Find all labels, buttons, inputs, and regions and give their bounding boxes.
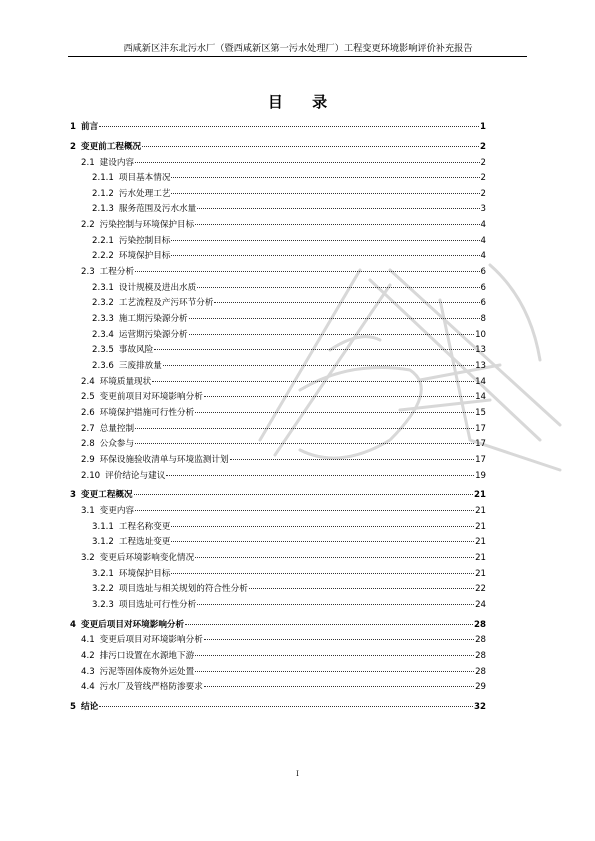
toc-entry-number: 5 bbox=[70, 702, 76, 713]
toc-entry[interactable] bbox=[92, 582, 486, 594]
toc-dot-leader bbox=[204, 396, 474, 397]
toc-dot-leader bbox=[154, 349, 474, 350]
toc-entry[interactable] bbox=[81, 633, 486, 645]
toc-entry-page: 28 bbox=[474, 619, 486, 630]
toc-dot-leader bbox=[171, 526, 474, 527]
toc-entry-page: 29 bbox=[475, 682, 486, 693]
toc-entry-label: 工程名称变更 bbox=[118, 521, 171, 532]
toc-dot-leader bbox=[195, 224, 479, 225]
toc-entry-label: 前言 bbox=[80, 122, 99, 132]
page-number: I bbox=[296, 770, 299, 778]
toc-entry-label: 环境保护目标 bbox=[118, 251, 171, 262]
toc-entry-page: 21 bbox=[475, 552, 486, 563]
toc-entry[interactable] bbox=[92, 520, 486, 532]
toc-entry-label: 变更工程概况 bbox=[80, 490, 133, 501]
toc-entry-label: 设计规模及进出水质 bbox=[118, 282, 197, 293]
toc-entry-label: 污泥等固体废物外运处置 bbox=[99, 666, 195, 677]
toc-entry[interactable] bbox=[81, 437, 486, 449]
toc-entry-label: 总量控制 bbox=[99, 423, 135, 434]
toc-entry[interactable] bbox=[92, 249, 486, 261]
toc-entry-label: 项目选址与相关规划的符合性分析 bbox=[118, 584, 248, 595]
toc-entry-number: 4.3 bbox=[81, 666, 95, 677]
toc-entry[interactable] bbox=[92, 343, 486, 355]
toc-entry-label: 变更前项目对环境影响分析 bbox=[99, 392, 203, 403]
toc-entry[interactable] bbox=[70, 140, 486, 152]
toc-entry[interactable] bbox=[92, 202, 486, 214]
toc-dot-leader bbox=[152, 381, 474, 382]
toc-entry-page: 2 bbox=[480, 173, 486, 184]
toc-entry[interactable] bbox=[92, 281, 486, 293]
toc-entry[interactable] bbox=[81, 390, 486, 402]
toc-entry-page: 21 bbox=[474, 490, 486, 501]
toc-entry-number: 3.1 bbox=[81, 506, 95, 516]
toc-entry-page: 2 bbox=[480, 157, 486, 168]
toc-entry-label: 变更后项目对环境影响分析 bbox=[80, 619, 185, 630]
toc-entry-number: 4.4 bbox=[81, 682, 95, 693]
toc-entry[interactable] bbox=[92, 535, 486, 547]
toc-entry-label: 结论 bbox=[80, 702, 99, 713]
toc-entry-label: 项目基本情况 bbox=[118, 173, 171, 184]
toc-entry-page: 4 bbox=[480, 251, 486, 262]
toc-entry-label: 工艺流程及产污环节分析 bbox=[118, 298, 214, 309]
toc-entry-number: 2.6 bbox=[81, 407, 95, 418]
toc-entry-page: 1 bbox=[480, 122, 486, 132]
toc-entry[interactable] bbox=[92, 598, 486, 610]
toc-entry-page: 17 bbox=[475, 454, 486, 465]
toc-entry-page: 13 bbox=[475, 360, 486, 371]
toc-dot-leader bbox=[197, 208, 479, 209]
toc-entry[interactable] bbox=[81, 469, 486, 481]
toc-dot-leader bbox=[214, 302, 479, 303]
toc-entry-page: 8 bbox=[480, 314, 486, 324]
toc-entry-number: 2.1.3 bbox=[92, 204, 114, 215]
toc-entry[interactable] bbox=[92, 296, 486, 308]
toc-entry-number: 3 bbox=[70, 490, 76, 501]
toc-entry-page: 21 bbox=[475, 537, 486, 548]
toc-entry-number: 2.5 bbox=[81, 392, 95, 403]
toc-entry-number: 4.2 bbox=[81, 651, 95, 662]
toc-entry[interactable] bbox=[81, 218, 486, 230]
toc-entry-label: 三废排放量 bbox=[118, 360, 162, 371]
toc-entry-label: 变更前工程概况 bbox=[80, 141, 142, 152]
toc-entry-page: 21 bbox=[475, 506, 486, 516]
toc-entry[interactable] bbox=[81, 265, 486, 277]
toc-dot-leader bbox=[204, 639, 474, 640]
toc-entry-page: 19 bbox=[475, 470, 486, 481]
toc-entry-label: 运营期污染源分析 bbox=[118, 329, 188, 340]
toc-entry-number: 2.3 bbox=[81, 267, 95, 278]
toc-dot-leader bbox=[195, 557, 474, 558]
toc-dot-leader bbox=[171, 541, 474, 542]
toc-entry-label: 变更后项目对环境影响分析 bbox=[99, 635, 203, 646]
toc-entry-number: 2.7 bbox=[81, 423, 95, 434]
toc-dot-leader bbox=[135, 271, 479, 272]
toc-entry-number: 3.2 bbox=[81, 552, 95, 563]
toc-entry-number: 2.9 bbox=[81, 454, 95, 465]
toc-entry[interactable] bbox=[81, 504, 486, 516]
toc-dot-leader bbox=[171, 240, 479, 241]
toc-dot-leader bbox=[197, 287, 479, 288]
toc-entry-number: 2.3.6 bbox=[92, 360, 114, 371]
toc-entry-number: 4 bbox=[70, 619, 76, 630]
toc-entry-page: 32 bbox=[474, 702, 486, 713]
toc-entry[interactable] bbox=[70, 488, 486, 500]
toc-entry-label: 公众参与 bbox=[99, 439, 135, 450]
toc-dot-leader bbox=[171, 177, 479, 178]
toc-entry-label: 工程分析 bbox=[99, 267, 135, 278]
toc-entry-page: 28 bbox=[475, 666, 486, 677]
toc-entry-number: 3.1.1 bbox=[92, 521, 114, 532]
toc-entry-page: 2 bbox=[480, 188, 486, 199]
toc-dot-leader bbox=[171, 255, 479, 256]
toc-entry[interactable] bbox=[81, 406, 486, 418]
toc-entry[interactable] bbox=[81, 375, 486, 387]
toc-dot-leader bbox=[166, 475, 474, 476]
toc-dot-leader bbox=[195, 412, 474, 413]
toc-entry-page: 24 bbox=[475, 599, 486, 610]
page-title: 目 录 bbox=[267, 93, 340, 111]
toc-entry-page: 28 bbox=[475, 635, 486, 646]
toc-entry-page: 15 bbox=[475, 407, 486, 418]
toc-entry-label: 建设内容 bbox=[99, 157, 135, 168]
toc-entry-label: 变更内容 bbox=[99, 506, 135, 516]
toc-entry-page: 2 bbox=[480, 141, 486, 152]
toc-entry[interactable] bbox=[81, 551, 486, 563]
toc-dot-leader bbox=[189, 334, 474, 335]
toc-entry-number: 4.1 bbox=[81, 635, 95, 646]
toc-entry-page: 21 bbox=[475, 521, 486, 532]
toc-entry-page: 21 bbox=[475, 568, 486, 579]
running-header: 西咸新区沣东北污水厂（暨西咸新区第一污水处理厂）工程变更环境影响评价补充报告 bbox=[123, 43, 473, 54]
toc-dot-leader bbox=[230, 459, 474, 460]
toc-dot-leader bbox=[134, 494, 473, 495]
toc-dot-leader bbox=[135, 443, 474, 444]
toc-entry-page: 13 bbox=[475, 345, 486, 356]
toc-entry-page: 4 bbox=[480, 220, 486, 231]
toc-entry-number: 1 bbox=[70, 122, 76, 132]
toc-entry-label: 服务范围及污水水量 bbox=[118, 204, 197, 215]
toc-dot-leader bbox=[171, 193, 479, 194]
toc-entry[interactable] bbox=[81, 680, 486, 692]
toc-entry-page: 4 bbox=[480, 235, 486, 246]
toc-entry-label: 污染控制目标 bbox=[118, 235, 171, 246]
toc-entry-label: 环境保护措施可行性分析 bbox=[99, 407, 195, 418]
toc-entry[interactable] bbox=[92, 328, 486, 340]
toc-entry[interactable] bbox=[81, 156, 486, 168]
toc-entry[interactable] bbox=[70, 120, 486, 132]
toc-entry[interactable] bbox=[81, 453, 486, 465]
toc-entry-page: 28 bbox=[475, 651, 486, 662]
toc-entry-number: 3.1.2 bbox=[92, 537, 114, 548]
toc-entry-page: 6 bbox=[480, 298, 486, 309]
toc-entry-number: 2.1.2 bbox=[92, 188, 114, 199]
toc-entry-number: 2.1 bbox=[81, 157, 95, 168]
toc-entry-page: 14 bbox=[475, 392, 486, 403]
toc-dot-leader bbox=[135, 162, 479, 163]
toc-entry-number: 2.2.1 bbox=[92, 235, 114, 246]
toc-dot-leader bbox=[163, 365, 474, 366]
toc-entry-number: 2.8 bbox=[81, 439, 95, 450]
toc-dot-leader bbox=[195, 655, 474, 656]
toc-dot-leader bbox=[195, 671, 474, 672]
toc-entry-label: 排污口设置在水源地下游 bbox=[99, 651, 195, 662]
toc-entry-number: 3.2.1 bbox=[92, 568, 114, 579]
toc-entry-number: 2 bbox=[70, 141, 76, 152]
toc-entry-label: 工程选址变更 bbox=[118, 537, 171, 548]
toc-entry-number: 2.3.3 bbox=[92, 314, 114, 324]
toc-entry-label: 污水厂及管线严格防渗要求 bbox=[99, 682, 203, 693]
toc-entry[interactable] bbox=[81, 649, 486, 661]
toc-entry-number: 2.4 bbox=[81, 376, 95, 387]
toc-entry-number: 2.1.1 bbox=[92, 173, 114, 184]
toc-dot-leader bbox=[189, 318, 480, 319]
toc-dot-leader bbox=[171, 573, 474, 574]
toc-entry-label: 评价结论与建议 bbox=[105, 470, 166, 481]
toc-entry-label: 施工期污染源分析 bbox=[118, 314, 188, 324]
toc-entry-label: 环境保护目标 bbox=[118, 568, 171, 579]
toc-dot-leader bbox=[135, 428, 474, 429]
toc-entry[interactable] bbox=[70, 618, 486, 630]
toc-entry[interactable] bbox=[81, 422, 486, 434]
toc-entry-number: 2.3.4 bbox=[92, 329, 114, 340]
toc-entry-label: 事故风险 bbox=[118, 345, 154, 356]
toc-entry-page: 22 bbox=[475, 584, 486, 595]
toc-dot-leader bbox=[135, 510, 474, 511]
toc-entry-page: 6 bbox=[480, 267, 486, 278]
toc-dot-leader bbox=[204, 686, 474, 687]
toc-entry-number: 3.2.2 bbox=[92, 584, 114, 595]
toc-entry-label: 污水处理工艺 bbox=[118, 188, 171, 199]
toc-entry-number: 2.3.1 bbox=[92, 282, 114, 293]
toc-entry-number: 2.2.2 bbox=[92, 251, 114, 262]
toc-entry-number: 3.2.3 bbox=[92, 599, 114, 610]
toc-entry[interactable] bbox=[70, 700, 486, 712]
toc-entry[interactable] bbox=[81, 665, 486, 677]
toc-entry[interactable] bbox=[92, 234, 486, 246]
toc-entry[interactable] bbox=[92, 187, 486, 199]
toc-entry-number: 2.10 bbox=[81, 470, 101, 481]
toc-entry-page: 17 bbox=[475, 423, 486, 434]
toc-entry-page: 17 bbox=[475, 439, 486, 450]
toc-dot-leader bbox=[99, 126, 479, 127]
toc-dot-leader bbox=[249, 588, 474, 589]
toc-dot-leader bbox=[99, 706, 473, 707]
toc-dot-leader bbox=[142, 146, 479, 147]
toc-entry-page: 14 bbox=[475, 376, 486, 387]
toc-entry[interactable] bbox=[92, 567, 486, 579]
toc-entry-number: 2.3.5 bbox=[92, 345, 114, 356]
toc-entry-label: 污染控制与环境保护目标 bbox=[99, 220, 195, 231]
toc-entry-label: 环保设施验收清单与环境监测计划 bbox=[99, 454, 229, 465]
toc-entry-label: 环境质量现状 bbox=[99, 376, 152, 387]
toc-dot-leader bbox=[185, 624, 473, 625]
toc-entry[interactable] bbox=[92, 359, 486, 371]
toc-entry-label: 变更后环境影响变化情况 bbox=[99, 552, 195, 563]
toc-entry[interactable] bbox=[92, 171, 486, 183]
toc-entry-number: 2.2 bbox=[81, 220, 95, 231]
toc-entry-label: 项目选址可行性分析 bbox=[118, 599, 197, 610]
toc-entry-page: 3 bbox=[480, 204, 486, 215]
toc-entry-number: 2.3.2 bbox=[92, 298, 114, 309]
toc-dot-leader bbox=[197, 604, 474, 605]
header-rule bbox=[68, 56, 527, 57]
toc-entry-page: 6 bbox=[480, 282, 486, 293]
toc-entry-page: 10 bbox=[475, 329, 486, 340]
toc-entry[interactable] bbox=[92, 312, 486, 324]
